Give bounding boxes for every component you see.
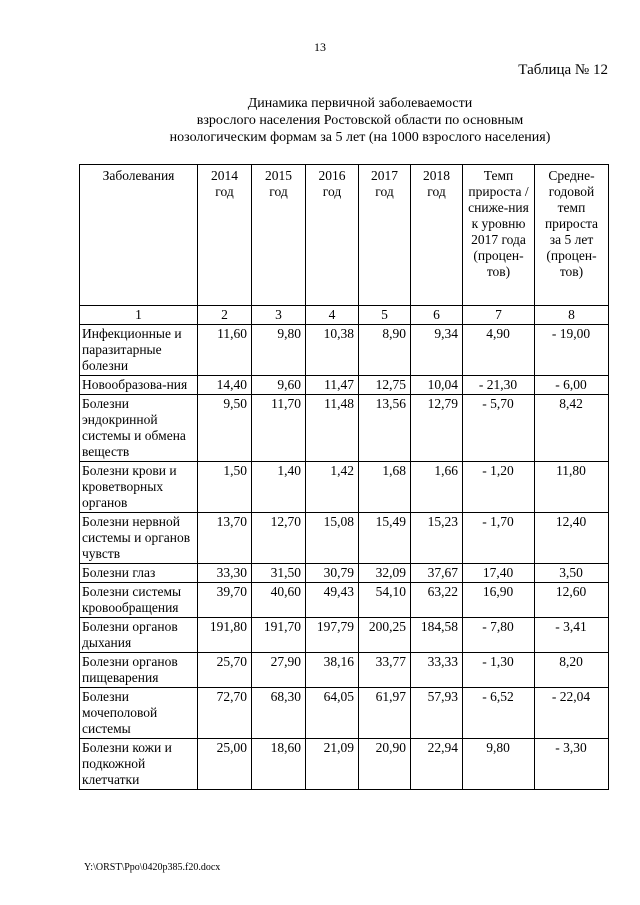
value-cell: 12,79 [411, 395, 463, 462]
disease-name-cell: Инфекционные и паразитарные болезни [80, 325, 198, 376]
column-number: 6 [411, 306, 463, 325]
value-cell: 200,25 [359, 618, 411, 653]
disease-name-cell: Болезни системы кровообращения [80, 583, 198, 618]
table-body [80, 325, 609, 790]
morbidity-table [79, 164, 609, 790]
value-cell: 33,77 [359, 653, 411, 688]
header-cell: Темп прироста /сниже-ния к уровню 2017 года (процен-тов) [463, 165, 535, 306]
value-cell: 11,48 [306, 395, 359, 462]
value-cell: 31,50 [252, 564, 306, 583]
value-cell: - 1,20 [463, 462, 535, 513]
value-cell: 38,16 [306, 653, 359, 688]
table-row [80, 564, 609, 583]
header-cell: Заболевания [80, 165, 198, 306]
title-line: взрослого населения Ростовской области по основным [196, 113, 524, 128]
table-title [80, 95, 640, 146]
value-cell: - 22,04 [535, 688, 609, 739]
disease-name-cell: Болезни органов дыхания [80, 618, 198, 653]
table-row [80, 739, 609, 790]
value-cell: 1,66 [411, 462, 463, 513]
value-cell: 61,97 [359, 688, 411, 739]
value-cell: 25,00 [198, 739, 252, 790]
table-row [80, 688, 609, 739]
value-cell: 64,05 [306, 688, 359, 739]
file-path-footer: Y:\ORST\Ppo\0420p385.f20.docx [84, 862, 221, 873]
title-line: Динамика первичной заболеваемости [247, 96, 473, 111]
value-cell: 63,22 [411, 583, 463, 618]
value-cell: 15,08 [306, 513, 359, 564]
value-cell: 1,68 [359, 462, 411, 513]
value-cell: - 19,00 [535, 325, 609, 376]
value-cell: 12,40 [535, 513, 609, 564]
column-number: 8 [535, 306, 609, 325]
table-row [80, 583, 609, 618]
disease-name-cell: Болезни кожи и подкожной клетчатки [80, 739, 198, 790]
value-cell: - 6,00 [535, 376, 609, 395]
value-cell: 12,70 [252, 513, 306, 564]
value-cell: 15,49 [359, 513, 411, 564]
disease-name-cell: Болезни мочеполовой системы [80, 688, 198, 739]
value-cell: 13,56 [359, 395, 411, 462]
value-cell: 17,40 [463, 564, 535, 583]
disease-name-cell: Болезни крови и кроветворных органов [80, 462, 198, 513]
value-cell: 22,94 [411, 739, 463, 790]
disease-name-cell: Болезни органов пищеварения [80, 653, 198, 688]
value-cell: 12,75 [359, 376, 411, 395]
value-cell: 37,67 [411, 564, 463, 583]
value-cell: 40,60 [252, 583, 306, 618]
table-row [80, 395, 609, 462]
header-cell: Средне-годовой темп прироста за 5 лет (процен-тов) [535, 165, 609, 306]
value-cell: 4,90 [463, 325, 535, 376]
value-cell: - 5,70 [463, 395, 535, 462]
value-cell: 9,50 [198, 395, 252, 462]
value-cell: - 1,70 [463, 513, 535, 564]
header-cell: 2016 год [306, 165, 359, 306]
value-cell: 68,30 [252, 688, 306, 739]
value-cell: 1,40 [252, 462, 306, 513]
value-cell: - 3,41 [535, 618, 609, 653]
table-reference: Таблица № 12 [518, 62, 608, 78]
table-row [80, 653, 609, 688]
value-cell: 197,79 [306, 618, 359, 653]
value-cell: 13,70 [198, 513, 252, 564]
table-row [80, 325, 609, 376]
table-row [80, 462, 609, 513]
header-cell: 2015 год [252, 165, 306, 306]
value-cell: 9,80 [252, 325, 306, 376]
table-row [80, 618, 609, 653]
value-cell: 33,33 [411, 653, 463, 688]
column-number-row [80, 306, 609, 325]
value-cell: 27,90 [252, 653, 306, 688]
value-cell: 14,40 [198, 376, 252, 395]
value-cell: 184,58 [411, 618, 463, 653]
value-cell: - 7,80 [463, 618, 535, 653]
value-cell: 15,23 [411, 513, 463, 564]
value-cell: 72,70 [198, 688, 252, 739]
value-cell: 11,80 [535, 462, 609, 513]
table-row [80, 376, 609, 395]
value-cell: 9,60 [252, 376, 306, 395]
value-cell: 10,38 [306, 325, 359, 376]
page-number: 13 [314, 40, 326, 54]
header-cell: 2018 год [411, 165, 463, 306]
value-cell: 10,04 [411, 376, 463, 395]
value-cell: 1,50 [198, 462, 252, 513]
value-cell: - 3,30 [535, 739, 609, 790]
header-cell: 2014 год [198, 165, 252, 306]
value-cell: - 1,30 [463, 653, 535, 688]
column-number: 2 [198, 306, 252, 325]
column-number: 7 [463, 306, 535, 325]
value-cell: 12,60 [535, 583, 609, 618]
table-row [80, 513, 609, 564]
column-number: 3 [252, 306, 306, 325]
disease-name-cell: Болезни глаз [80, 564, 198, 583]
value-cell: 9,34 [411, 325, 463, 376]
value-cell: 20,90 [359, 739, 411, 790]
value-cell: 8,42 [535, 395, 609, 462]
value-cell: - 6,52 [463, 688, 535, 739]
value-cell: 25,70 [198, 653, 252, 688]
disease-name-cell: Болезни эндокринной системы и обмена веществ [80, 395, 198, 462]
title-line: нозологическим формам за 5 лет (на 1000 взрослого населения) [169, 130, 551, 145]
value-cell: 49,43 [306, 583, 359, 618]
disease-name-cell: Новообразова-ния [80, 376, 198, 395]
value-cell: - 21,30 [463, 376, 535, 395]
column-number: 5 [359, 306, 411, 325]
value-cell: 8,20 [535, 653, 609, 688]
header-cell: 2017 год [359, 165, 411, 306]
value-cell: 21,09 [306, 739, 359, 790]
value-cell: 11,60 [198, 325, 252, 376]
value-cell: 30,79 [306, 564, 359, 583]
disease-name-cell: Болезни нервной системы и органов чувств [80, 513, 198, 564]
value-cell: 191,70 [252, 618, 306, 653]
value-cell: 54,10 [359, 583, 411, 618]
value-cell: 1,42 [306, 462, 359, 513]
value-cell: 11,47 [306, 376, 359, 395]
value-cell: 39,70 [198, 583, 252, 618]
value-cell: 3,50 [535, 564, 609, 583]
value-cell: 9,80 [463, 739, 535, 790]
header-row [80, 165, 609, 306]
value-cell: 16,90 [463, 583, 535, 618]
value-cell: 18,60 [252, 739, 306, 790]
column-number: 4 [306, 306, 359, 325]
column-number: 1 [80, 306, 198, 325]
value-cell: 191,80 [198, 618, 252, 653]
value-cell: 11,70 [252, 395, 306, 462]
value-cell: 33,30 [198, 564, 252, 583]
value-cell: 32,09 [359, 564, 411, 583]
value-cell: 57,93 [411, 688, 463, 739]
value-cell: 8,90 [359, 325, 411, 376]
